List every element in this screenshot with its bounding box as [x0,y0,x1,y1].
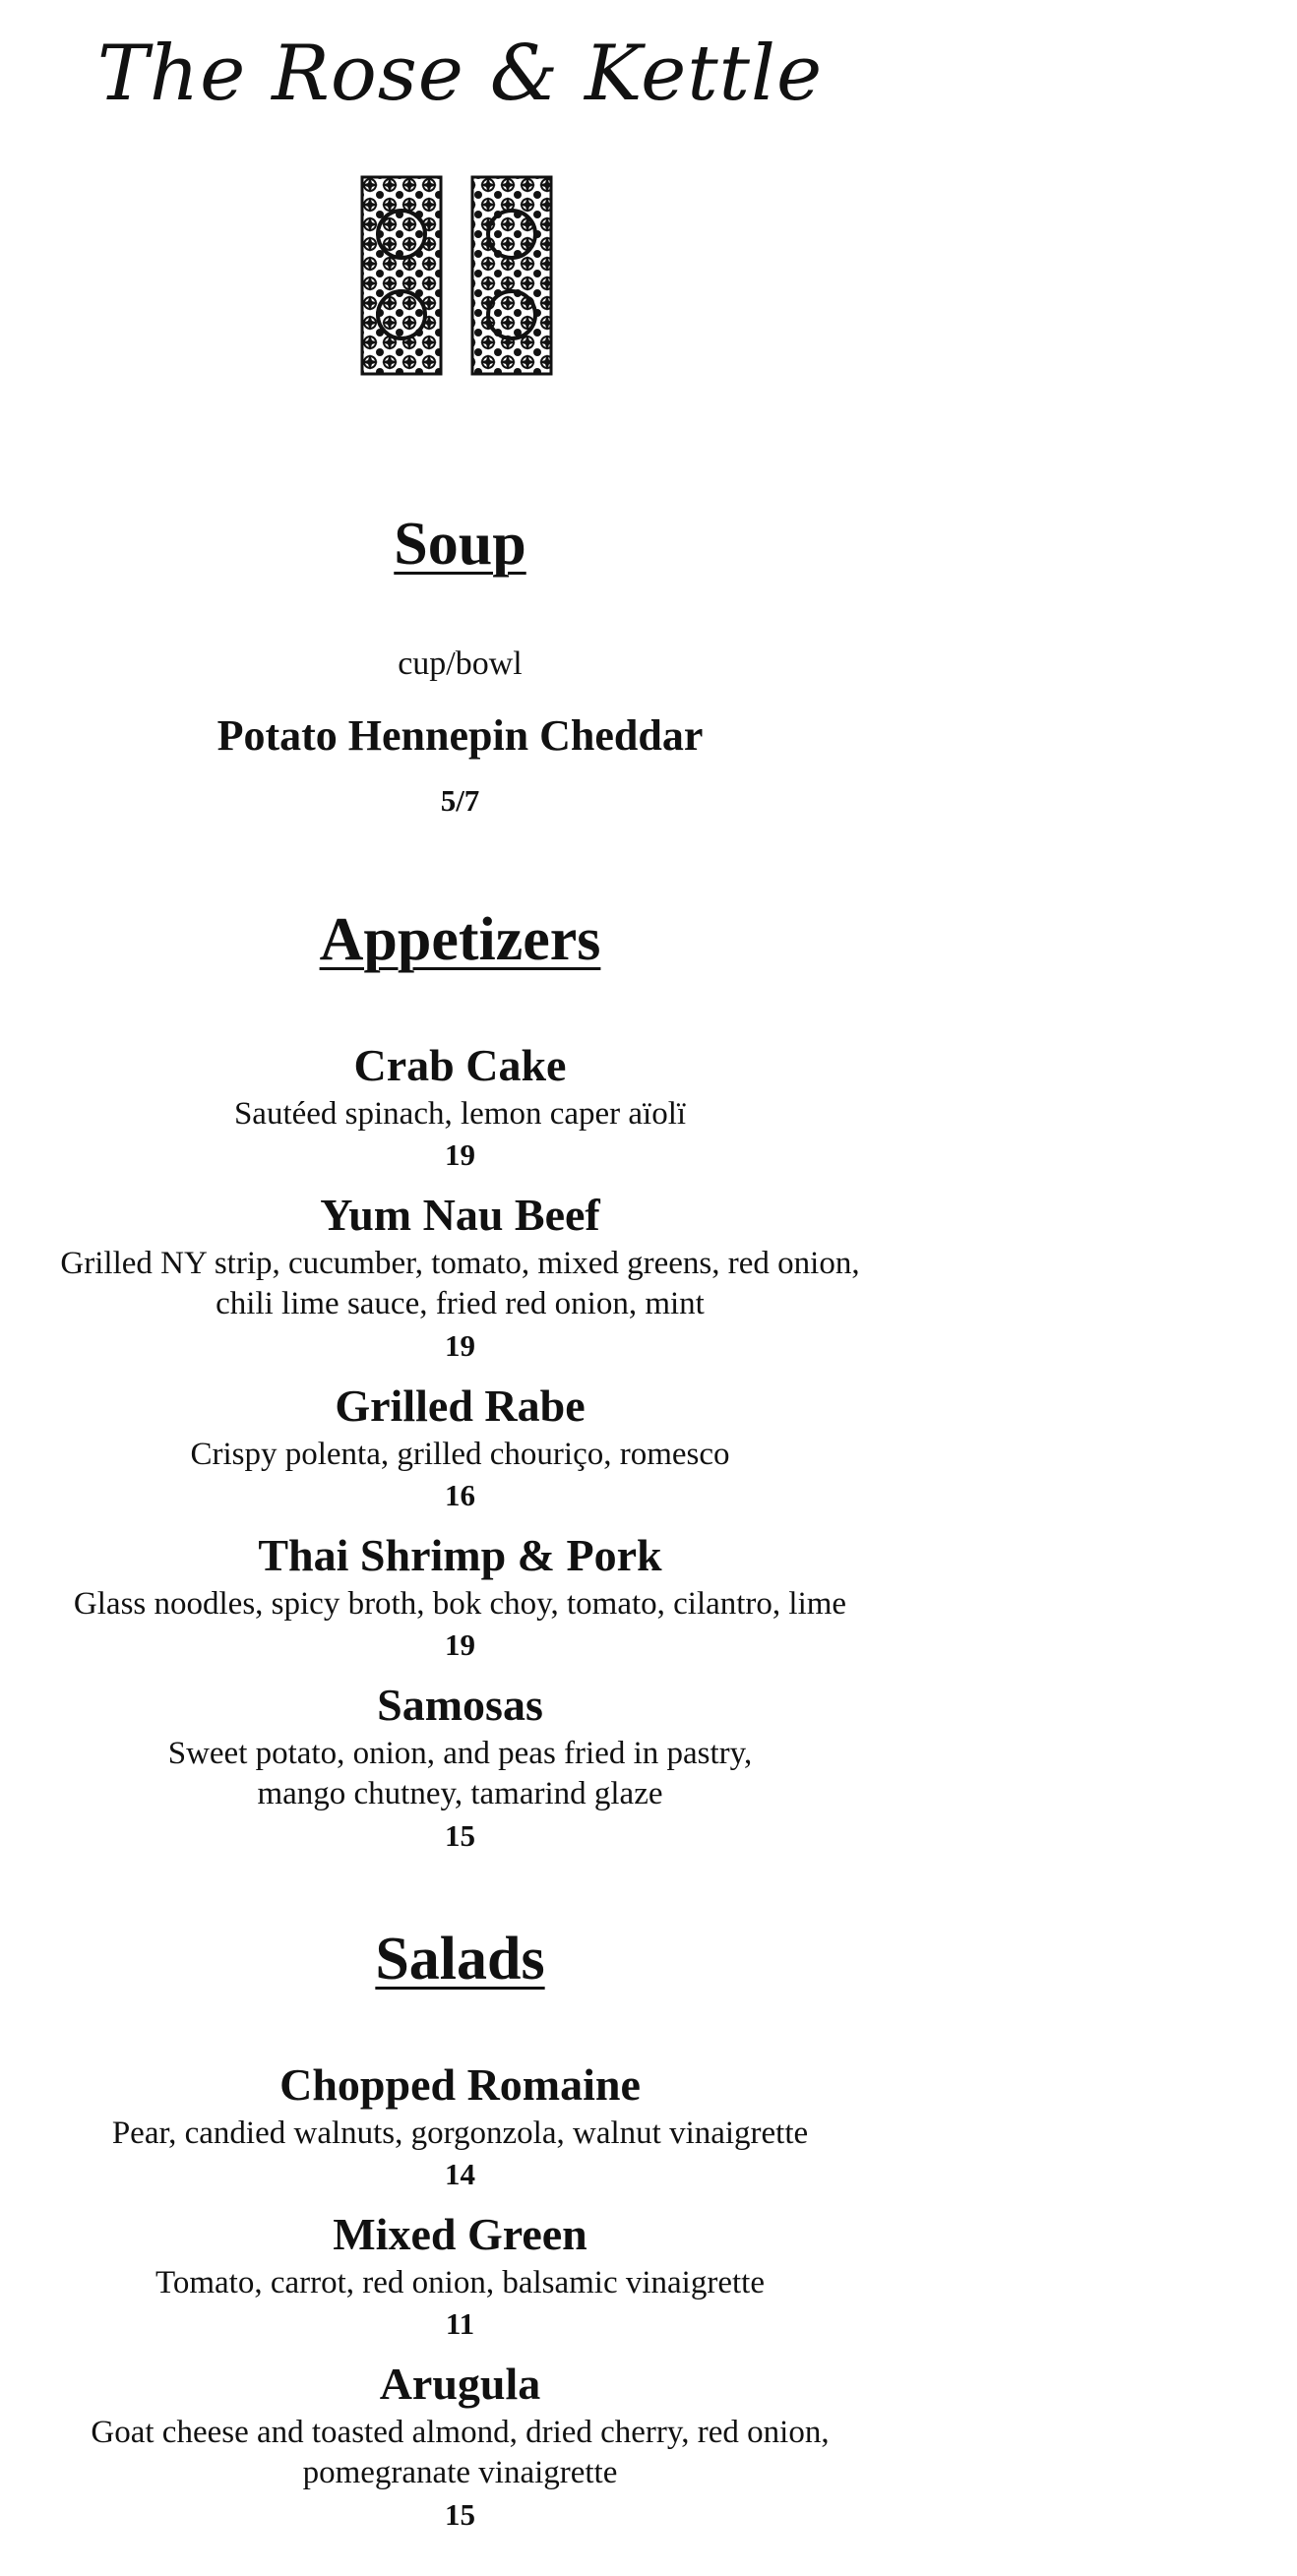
item-price: 14 [445,2157,475,2191]
item-name: Yum Nau Beef [320,1190,600,1240]
item-name: Mixed Green [333,2209,587,2259]
item-description: mango chutney, tamarind glaze [257,1776,663,1811]
soup-size-note: cup/bowl [398,645,523,682]
item-description: Glass noodles, spicy broth, bok choy, tomato, cilantro, lime [73,1586,847,1622]
soup-item-name: Potato Hennepin Cheddar [216,711,704,760]
item-name: Crab Cake [353,1040,567,1090]
item-description: Crispy polenta, grilled chouriço, romesco [190,1437,730,1472]
item-description: Grilled NY strip, cucumber, tomato, mixed greens, red onion, [60,1246,860,1281]
item-price: 15 [445,1818,475,1853]
right-ornament-panel [472,177,551,374]
item-name: Arugula [379,2359,541,2409]
soup-heading: Soup [394,511,526,578]
item-description: Sweet potato, onion, and peas fried in pastry, [167,1736,753,1771]
item-price: 11 [445,2306,475,2341]
soup-item-price: 5/7 [440,783,480,818]
left-ornament-panel [362,177,441,374]
item-name: Grilled Rabe [335,1380,586,1431]
item-price: 15 [445,2497,475,2532]
item-price: 16 [445,1478,475,1512]
item-description: Tomato, carrot, red onion, balsamic vinaigrette [155,2265,765,2300]
item-description: Pear, candied walnuts, gorgonzola, walnut vinaigrette [111,2116,809,2151]
item-price: 19 [445,1137,475,1172]
item-price: 19 [445,1328,475,1363]
item-name: Samosas [377,1680,543,1730]
salads-heading: Salads [375,1926,545,1993]
item-name: Thai Shrimp & Pork [258,1530,662,1580]
ornamental-panels-icon [360,175,553,376]
item-name: Chopped Romaine [279,2059,641,2110]
restaurant-name: The Rose & Kettle [96,30,824,118]
item-description: chili lime sauce, fried red onion, mint [216,1286,705,1321]
item-description: Sautéed spinach, lemon caper aïolï [233,1096,687,1132]
item-price: 19 [445,1627,475,1662]
item-description: Goat cheese and toasted almond, dried cherry, red onion, [91,2415,830,2450]
item-description: pomegranate vinaigrette [302,2455,618,2490]
appetizers-heading: Appetizers [319,906,601,973]
